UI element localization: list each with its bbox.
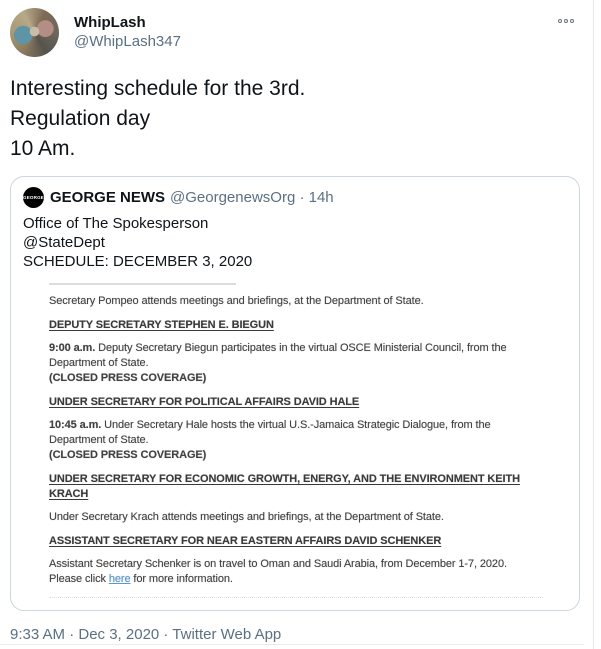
- doc-section-heading: [49, 472, 549, 502]
- tweet-text-line: Regulation day: [10, 107, 151, 130]
- quoted-author-meta: @GeorgenewsOrg · 14h: [170, 189, 334, 206]
- doc-heading-line: ASSISTANT SECRETARY FOR NEAR EASTERN AFFAIRS DAVID SCHENKER: [49, 535, 442, 547]
- more-options-icon[interactable]: [556, 17, 576, 25]
- author-names: [74, 8, 181, 51]
- quoted-text-line: SCHEDULE: DECEMBER 3, 2020: [23, 253, 253, 270]
- doc-heading-line: UNDER SECRETARY FOR ECONOMIC GROWTH, ENERGY, AND THE ENVIRONMENT KEITH: [49, 473, 520, 485]
- document-bottom-crop-line: [49, 597, 543, 598]
- doc-intro-text: Secretary Pompeo attends meetings and briefings, at the Department of State.: [49, 295, 424, 307]
- document-top-crop-line: [49, 283, 236, 285]
- doc-body-line: [49, 418, 549, 433]
- tweet-text: [10, 74, 580, 164]
- doc-body-line: [49, 341, 549, 356]
- doc-section-body: [49, 510, 549, 525]
- doc-coverage-note: (CLOSED PRESS COVERAGE): [49, 449, 207, 461]
- doc-heading-line: DEPUTY SECRETARY STEPHEN E. BIEGUN: [49, 319, 274, 331]
- doc-body-text: Please click: [49, 573, 109, 585]
- doc-body-text: Under Secretary Hale hosts the virtual U.S.-Jamaica Strategic Dialogue, from the: [101, 419, 491, 431]
- quoted-tweet-header: [23, 187, 567, 208]
- schedule-document-image: [49, 283, 549, 598]
- tweet-text-line: 10 Am.: [10, 137, 76, 160]
- quoted-tweet-text: [23, 214, 567, 271]
- doc-section-body: [49, 557, 549, 587]
- doc-body-line: Assistant Secretary Schenker is on travel to Oman and Saudi Arabia, from December 1-7, 2020.: [49, 558, 507, 570]
- doc-body-line: Department of State.: [49, 434, 149, 446]
- author-display-name[interactable]: WhipLash: [74, 14, 146, 31]
- tweet-text-line: Interesting schedule for the 3rd.: [10, 77, 306, 100]
- bottom-divider: [0, 644, 584, 645]
- doc-section-body: [49, 418, 549, 448]
- doc-heading-line: KRACH: [49, 488, 89, 500]
- tweet-header: [10, 8, 580, 60]
- doc-heading-line: UNDER SECRETARY FOR POLITICAL AFFAIRS DAVID HALE: [49, 396, 360, 408]
- doc-section-body: [49, 341, 549, 371]
- quoted-text-line: Office of The Spokesperson: [23, 215, 209, 232]
- doc-coverage-note: (CLOSED PRESS COVERAGE): [49, 372, 207, 384]
- quoted-tweet-card[interactable]: [10, 176, 580, 611]
- quoted-avatar-text: GEORGE: [23, 195, 44, 200]
- doc-time: 9:00 a.m.: [49, 342, 96, 354]
- doc-body-line: [49, 572, 549, 587]
- author-avatar[interactable]: [10, 8, 59, 57]
- doc-section-heading: [49, 534, 549, 549]
- doc-intro: [49, 294, 549, 309]
- author-handle: @WhipLash347: [74, 33, 181, 50]
- doc-time: 10:45 a.m.: [49, 419, 102, 431]
- doc-body-line: Under Secretary Krach attends meetings and briefings, at the Department of State.: [49, 511, 444, 523]
- here-link[interactable]: here: [108, 573, 131, 585]
- doc-body-text: Deputy Secretary Biegun participates in the virtual OSCE Ministerial Council, from the: [95, 342, 507, 354]
- quoted-author-avatar: [23, 187, 44, 208]
- doc-section-heading: [49, 318, 549, 333]
- doc-body-line: Department of State.: [49, 357, 149, 369]
- quoted-author-name: GEORGE NEWS: [50, 189, 166, 206]
- doc-section-heading: [49, 395, 549, 410]
- doc-body-text: for more information.: [130, 573, 233, 585]
- tweet-timestamp: 9:33 AM · Dec 3, 2020 · Twitter Web App: [10, 626, 282, 643]
- quoted-text-line: @StateDept: [23, 234, 105, 251]
